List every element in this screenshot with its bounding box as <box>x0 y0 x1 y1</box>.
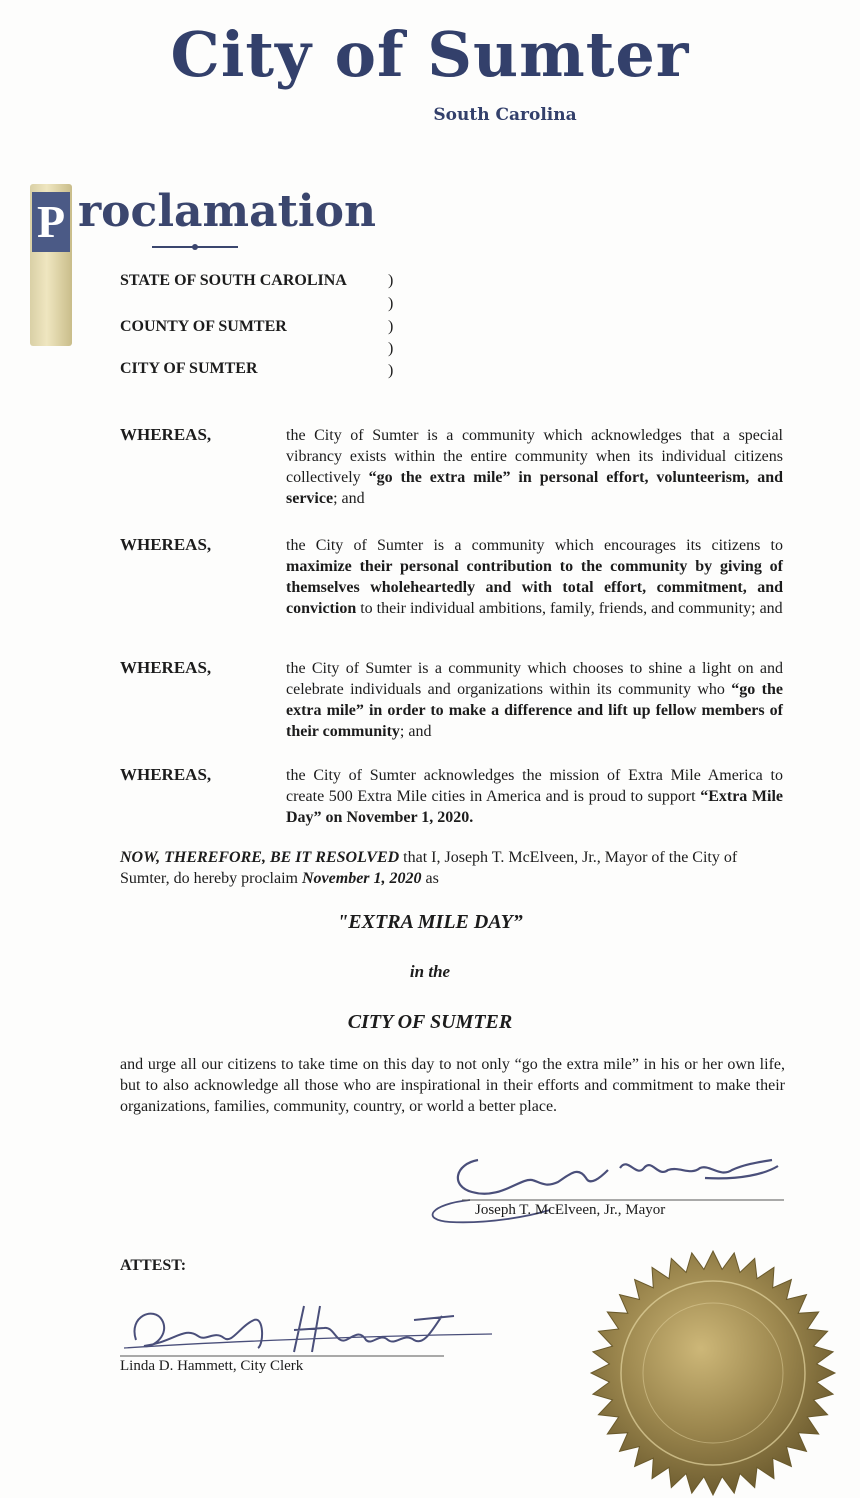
whereas-clause-4 <box>286 765 783 828</box>
in-the-line: in the <box>409 962 451 981</box>
extra-mile-day-heading: "EXTRA MILE DAY” <box>337 911 523 933</box>
clerk-signature <box>114 1296 494 1366</box>
clause-text: the City of Sumter is a community which encourages its citizens to <box>286 537 783 554</box>
state-line: STATE OF SOUTH CAROLINA <box>120 272 347 289</box>
clause-text: the City of Sumter is a community which acknowledges that a special vibrancy exists within the entire community when its individual citizens collectively <box>286 427 783 486</box>
clause-text: ; and <box>333 490 365 507</box>
whereas-label: WHEREAS, <box>120 658 212 677</box>
clause-emphasis: “go the extra mile” in personal effort, volunteerism, and service <box>286 469 783 507</box>
mayor-name: Joseph T. McElveen, Jr., Mayor <box>475 1202 666 1218</box>
county-line: COUNTY OF SUMTER <box>120 318 287 335</box>
resolution-text: as <box>421 870 439 887</box>
attest-label: ATTEST: <box>120 1257 187 1274</box>
drop-cap-ornament <box>30 184 72 346</box>
city-line: CITY OF SUMTER <box>120 360 258 377</box>
paren: ) <box>388 295 394 312</box>
whereas-label: WHEREAS, <box>120 425 212 444</box>
paren: ) <box>388 318 394 335</box>
state-subtitle: South Carolina <box>433 105 577 125</box>
clause-emphasis: “go the extra mile” in order to make a difference and lift up fellow members of their community <box>286 681 783 740</box>
clause-text: the City of Sumter acknowledges the mission of Extra Mile America to create 500 Extra Mile cities in America and is proud to support <box>286 767 783 805</box>
clause-emphasis: “Extra Mile Day” on November 1, 2020. <box>286 788 783 826</box>
clause-text: the City of Sumter is a community which chooses to shine a light on and celebrate individuals and organizations within its community who <box>286 660 783 698</box>
resolution-lead: NOW, THEREFORE, BE IT RESOLVED <box>120 849 400 866</box>
clerk-name: Linda D. Hammett, City Clerk <box>120 1358 304 1374</box>
whereas-clause-1 <box>286 425 783 509</box>
paren: ) <box>388 340 394 357</box>
whereas-clause-3 <box>286 658 783 742</box>
closing-paragraph: and urge all our citizens to take time on this day to not only “go the extra mile” in his or her own life, but to also acknowledge all those who are inspirational in their efforts and commitment to make their organizations, families, community, country, or world a better place. <box>120 1056 785 1115</box>
clause-emphasis: maximize their personal contribution to the community by giving of themselves wholeheartedly and with total effort, commitment, and conviction <box>286 558 783 617</box>
drop-cap-letter: P <box>32 192 70 252</box>
clause-text: to their individual ambitions, family, friends, and community; and <box>356 600 783 617</box>
city-title: City of Sumter <box>170 18 690 91</box>
resolution-paragraph <box>120 847 790 889</box>
whereas-label: WHEREAS, <box>120 535 212 554</box>
resolution-date: November 1, 2020 <box>301 870 422 887</box>
whereas-clause-2 <box>286 535 783 619</box>
city-of-sumter-heading: CITY OF SUMTER <box>347 1011 513 1033</box>
clause-text: ; and <box>399 723 432 740</box>
paren: ) <box>388 362 394 379</box>
gold-seal-icon <box>588 1248 838 1498</box>
proclamation-heading: roclamation <box>78 186 376 237</box>
resolution-text: that I, Joseph T. McElveen, Jr., Mayor of the City of Sumter, do hereby proclaim <box>120 849 738 887</box>
heading-flourish <box>150 242 240 252</box>
paren: ) <box>388 272 394 289</box>
whereas-label: WHEREAS, <box>120 765 212 784</box>
